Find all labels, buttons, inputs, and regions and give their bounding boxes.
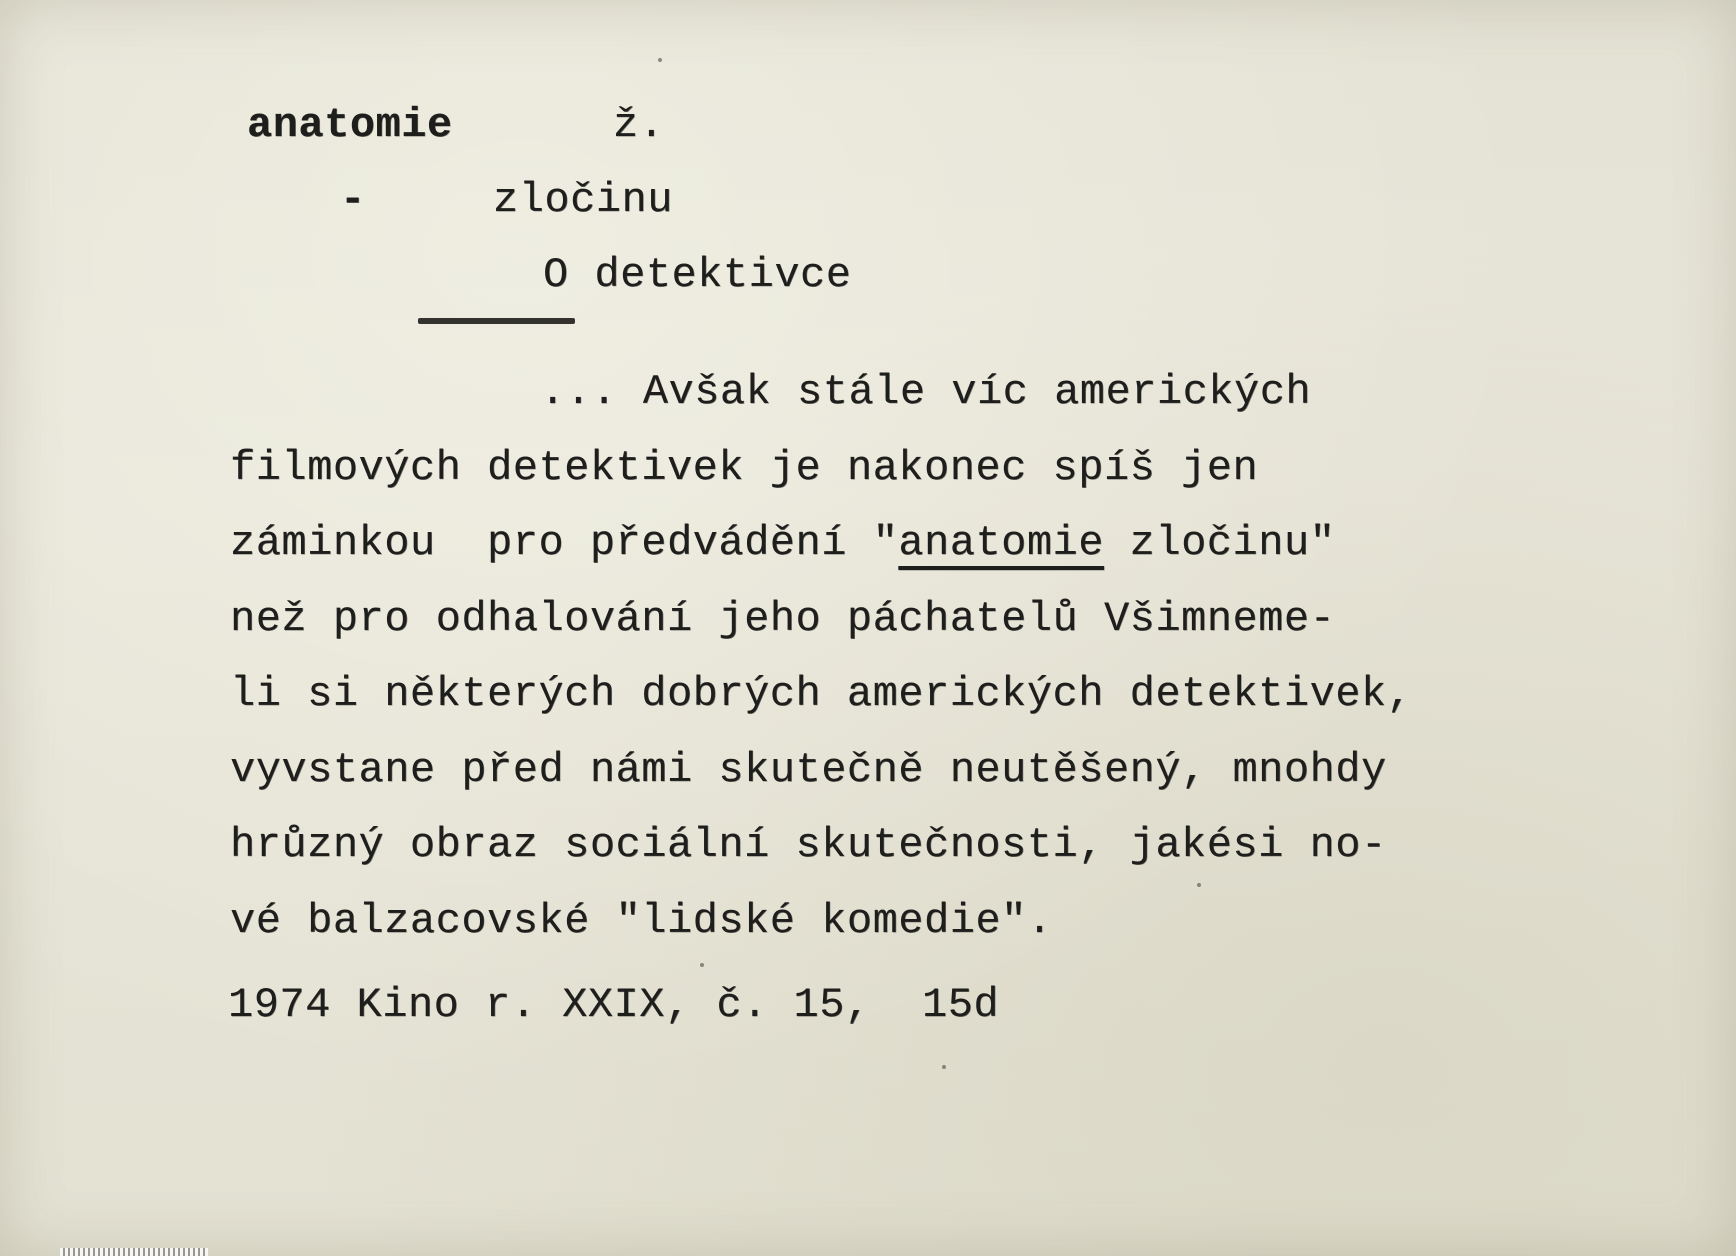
headword: anatomie (247, 101, 453, 149)
quote-open-mark: " (872, 519, 899, 567)
paper-speck (942, 1065, 946, 1069)
quote-line: ... Avšak stále víc amerických (540, 368, 1312, 416)
quote-line-tail: zločinu" (1103, 519, 1336, 567)
quote-line: vé balzacovské "lidské komedie". (230, 896, 1053, 945)
divider-rule (418, 318, 575, 324)
quotation (230, 355, 1650, 959)
paper-speck (1197, 883, 1201, 887)
paper-speck (700, 963, 704, 967)
quote-line: než pro odhalování jeho páchatelů Všimneme- (230, 594, 1336, 643)
sub-entry: zločinu (493, 176, 673, 224)
underlined-term: anatomie (898, 519, 1104, 567)
quote-line: hrůzný obraz sociální skutečnosti, jakési no- (230, 821, 1387, 869)
quote-line-text: záminkou pro předvádění (230, 519, 873, 567)
quote-line (230, 506, 1650, 582)
grammatical-gender: ž. (613, 101, 665, 149)
quote-line: vyvstane před námi skutečně neutěšený, mnohdy (230, 745, 1387, 794)
paper-speck (658, 58, 662, 62)
scan-edge-marks (60, 1248, 208, 1256)
sub-sub-entry: O detektivce (543, 251, 852, 299)
quote-line: filmových detektivek je nakonec spíš jen (230, 443, 1259, 492)
headword-dash: - (340, 176, 366, 224)
quote-line: li si některých dobrých amerických detektivek, (230, 670, 1413, 718)
source-citation: 1974 Kino r. XXIX, č. 15, 15d (228, 981, 1000, 1029)
